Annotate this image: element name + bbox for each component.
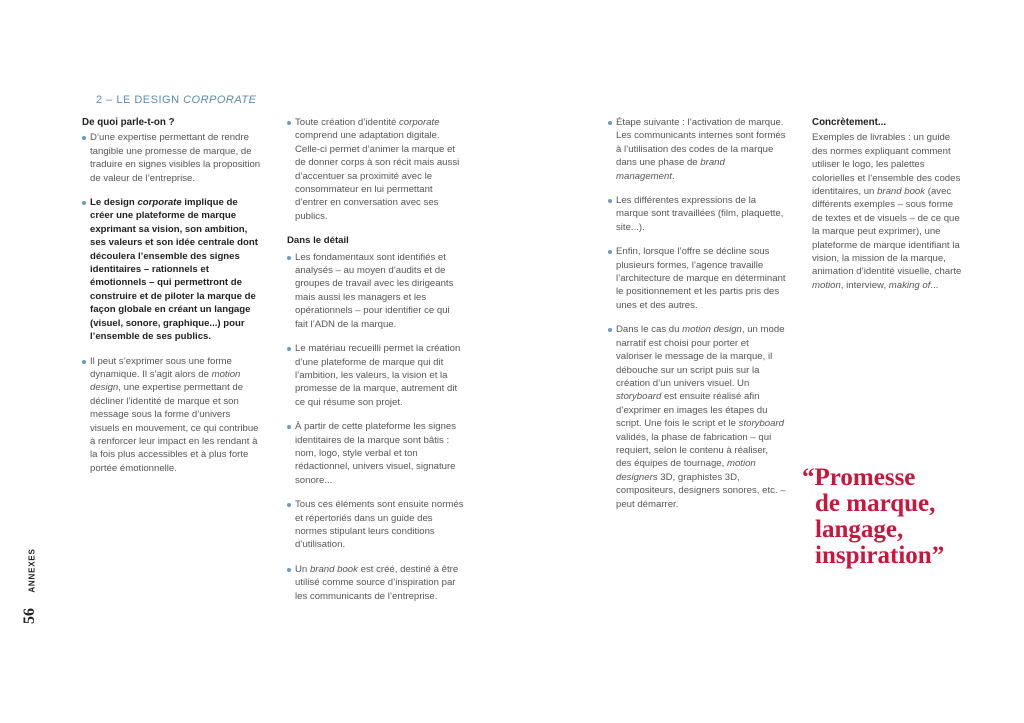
column-4	[812, 116, 964, 303]
column-2-paragraph-1	[287, 116, 464, 223]
paragraph-italic: corporate	[399, 117, 440, 128]
section-title	[96, 94, 256, 106]
paragraph-text: D’une expertise permettant de rendre tangible une promesse de marque, de traduire en signes visibles la proposition de valeur de l’entreprise.	[90, 132, 261, 184]
paragraph-italic: motion design	[90, 368, 241, 394]
bullet-icon	[608, 199, 612, 203]
column-1-paragraph-2	[82, 196, 262, 343]
column-1	[82, 116, 262, 486]
bullet-icon	[287, 121, 291, 125]
paragraph-text: comprend une adaptation digitale. Celle-ci permet d’animer la marque et de donner corps à son récit mais aussi d’accentuer sa proximité avec le consommateur en lui permettant d’entrer en conversation avec ses publics.	[295, 130, 460, 222]
page-number: 56	[21, 608, 38, 624]
bullet-icon	[82, 136, 86, 140]
paragraph-text: Enfin, lorsque l’offre se décline sous plusieurs formes, l’agence travaille l’architecture de marque en déterminant le positionnement et les partis pris des unes et des autres.	[616, 246, 786, 311]
bullet-icon	[608, 250, 612, 254]
section-label: ANNEXES	[27, 548, 37, 593]
pull-quote-line-1: “Promesse	[802, 464, 916, 491]
paragraph-italic: storyboard	[616, 391, 662, 403]
bullet-icon	[287, 425, 291, 429]
paragraph-text: Le design	[90, 197, 138, 209]
paragraph-italic: corporate	[137, 197, 182, 209]
paragraph-text: implique de créer une plateforme de marque exprimant sa vision, son ambition, ses valeurs et son idée centrale dont découlera l’ensemble des signes identitaires – rationnels et émotionnels – qui permettront de construire et de piloter la marque de façon globale en créant un langage (visuel, sonore, graphique...) pour l’ensemble de ses publics.	[90, 197, 258, 343]
paragraph-text: Exemples de livrables : un guide des normes expliquant comment utiliser le logo, les palettes colorielles et l’ensemble des codes identitaires, un	[812, 132, 961, 198]
paragraph-text: s 3D, graphistes 3D, compositeurs, designers sonores, etc. – peut démarrer.	[616, 471, 786, 510]
paragraph-text: .	[672, 170, 675, 182]
paragraph-italic: storyboard	[738, 418, 784, 430]
paragraph-italic: motion	[812, 279, 841, 291]
column-2-heading: Dans le détail	[287, 235, 349, 247]
paragraph-text: Un	[295, 563, 310, 575]
paragraph-text: est ensuite réalisé afin d’exprimer en images les étapes du script. Une fois le script et le	[616, 391, 768, 430]
column-3	[608, 116, 786, 522]
column-2-paragraph-6	[287, 563, 464, 603]
paragraph-text: est créé, destiné à être utilisé comme source d’inspiration par les communicants de l’entreprise.	[295, 563, 459, 602]
paragraph-italic: motion designer	[616, 458, 756, 483]
column-2-paragraph-2	[287, 251, 464, 331]
column-2	[287, 116, 464, 614]
paragraph-italic: making of	[888, 279, 931, 291]
paragraph-text: Il peut s’exprimer sous une forme dynamique. Il s’agit alors de	[90, 355, 232, 380]
bullet-icon	[82, 201, 86, 205]
paragraph-italic: brand book	[309, 563, 358, 575]
column-3-paragraph-1	[608, 116, 786, 183]
bullet-icon	[287, 256, 291, 260]
bullet-icon	[608, 328, 612, 332]
paragraph-text: Étape suivante : l’activation de marque. Les communicants internes sont formés à l’utilisation des codes de la marque dans une phase de	[616, 117, 786, 169]
column-2-paragraph-5	[287, 498, 464, 552]
paragraph-text: ...	[930, 279, 939, 291]
column-2-paragraph-3	[287, 342, 464, 409]
paragraph-text: , un mode narratif est choisi pour porter et valoriser le message de la marque, il débouche sur un script puis sur la création d’un univers visuel. Un	[616, 324, 785, 389]
column-1-paragraph-1	[82, 131, 262, 185]
pull-quote	[802, 465, 982, 569]
section-title-prefix: 2 – LE DESIGN	[96, 94, 184, 106]
paragraph-text: Les fondamentaux sont identifiés et analysés – au moyen d’audits et de groupes de travail avec les dirigeants mais aussi les managers et les opérationnels – pour identifier ce qui fait l’ADN de la marque.	[295, 251, 454, 330]
column-3-paragraph-3	[608, 245, 786, 312]
column-1-heading: De quoi parle-t-on ?	[82, 117, 175, 128]
paragraph-text: À partir de cette plateforme les signes identitaires de la marque sont bâtis : nom, logo, style verbal et ton rédactionnel, univers visuel, signature sonore...	[295, 421, 457, 486]
pull-quote-line-2: de marque,	[815, 490, 936, 517]
column-1-paragraph-3	[82, 355, 262, 476]
paragraph-text: Les différentes expressions de la marque sont travaillées (film, plaquette, site...).	[616, 195, 784, 233]
paragraph-text: , une expertise permettant de décliner l’identité de marque et son message sous la forme d’univers visuels en mouvement, ce qui contribue à renforcer leur impact en les rendant à la fois plus accessibles et à plus forte portée émotionnelle.	[90, 382, 259, 474]
paragraph-text: , interview,	[840, 279, 889, 291]
bullet-icon	[287, 568, 291, 572]
paragraph-text: Le matériau recueilli permet la création d’une plateforme de marque qui dit l’ambition, les valeurs, la vision et la promesse de la marque, autrement dit ce qui résume son projet.	[295, 343, 461, 408]
column-3-paragraph-2	[608, 194, 786, 234]
bullet-icon	[608, 121, 612, 125]
paragraph-text: validés, la phase de fabrication – qui requiert, selon le contenu à réaliser, des équipes de tournage,	[616, 431, 772, 470]
bullet-icon	[82, 360, 86, 364]
paragraph-italic: brand book	[877, 186, 926, 198]
section-title-italic: CORPORATE	[183, 94, 257, 106]
column-4-heading: Concrètement...	[812, 117, 887, 128]
column-2-paragraph-4	[287, 420, 464, 487]
paragraph-text: (avec différents exemples – sous forme de textes et de visuels – de ce que la marque peut exprimer), une plateforme de marque identifiant la vision, la mission de la marque, animation d’identité visuelle, charte	[812, 186, 962, 278]
pull-quote-line-4: inspiration”	[815, 542, 945, 569]
paragraph-text: Tous ces éléments sont ensuite normés et répertoriés dans un guide des normes stipulant leurs conditions d’utilisation.	[295, 499, 464, 551]
paragraph-italic: brand management	[616, 157, 725, 182]
paragraph-text: Toute création d’identité	[295, 117, 399, 128]
column-3-paragraph-4	[608, 323, 786, 511]
column-4-paragraph-1	[812, 131, 964, 292]
bullet-icon	[287, 503, 291, 507]
paragraph-italic: motion design	[682, 324, 742, 336]
pull-quote-line-3: langage,	[815, 516, 904, 543]
bullet-icon	[287, 347, 291, 351]
paragraph-text: Dans le cas du	[616, 324, 683, 336]
